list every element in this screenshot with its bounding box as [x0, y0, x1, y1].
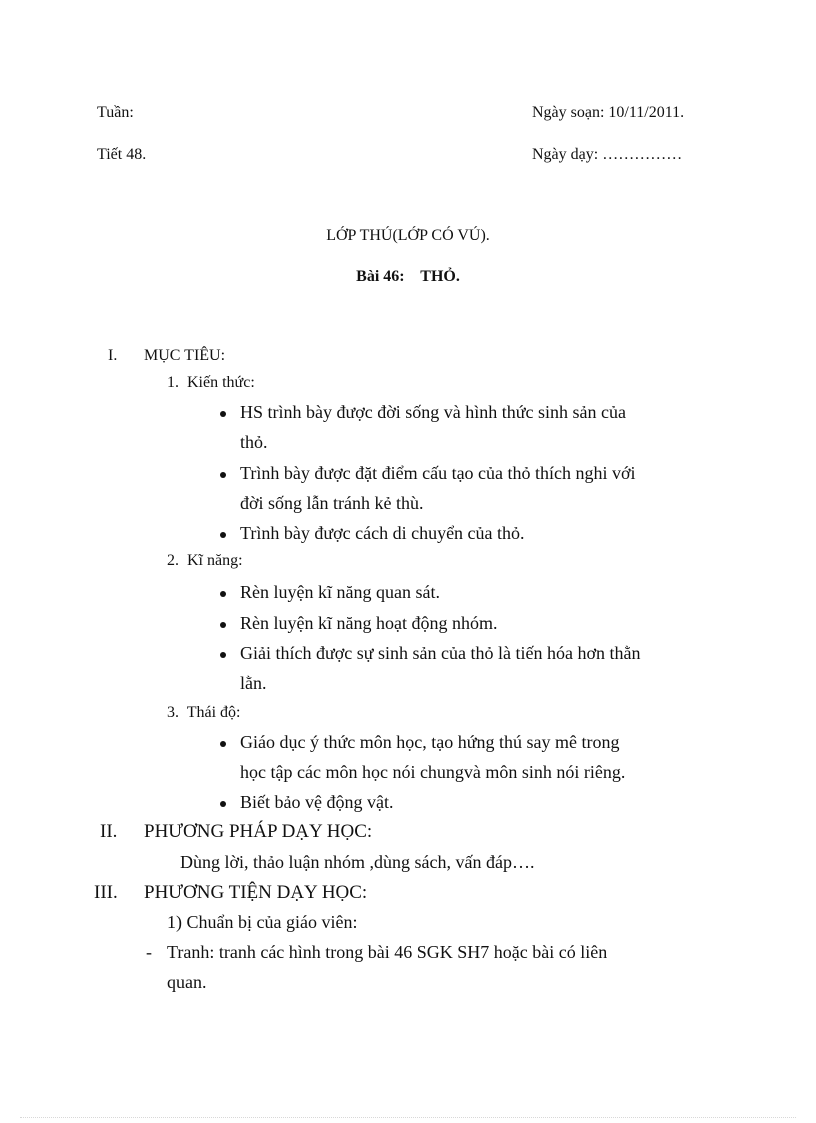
teach-date: Ngày dạy: …………… [532, 146, 683, 163]
knowledge-bullet-2: Trình bày được đặt điểm cấu tạo của thỏ thích nghi với [240, 463, 636, 483]
knowledge-bullet-1-cont: thỏ. [240, 432, 268, 452]
knowledge-bullet-1: HS trình bày được đời sống và hình thức sinh sản của [240, 402, 626, 422]
methods-text: Dùng lời, thảo luận nhóm ,dùng sách, vấn đáp…. [180, 852, 535, 872]
attitude-bullet-1: Giáo dục ý thức môn học, tạo hứng thú say mê trong [240, 732, 620, 752]
period-label: Tiết 48. [97, 146, 147, 163]
attitude-bullet-2: Biết bảo vệ động vật. [240, 792, 394, 812]
section-numeral-2: II. [100, 821, 118, 842]
week-label: Tuần: [97, 104, 134, 121]
skills-bullet-3-cont: lằn. [240, 673, 267, 693]
tools-heading: PHƯƠNG TIỆN DẠY HỌC: [144, 882, 368, 903]
knowledge-bullet-3: Trình bày được cách di chuyển của thỏ. [240, 523, 525, 543]
lesson-title: Bài 46: THỎ. [356, 268, 460, 285]
teacher-prep-label: 1) Chuẩn bị của giáo viên: [167, 912, 358, 932]
skills-bullet-1: Rèn luyện kĩ năng quan sát. [240, 582, 440, 602]
tools-item: Tranh: tranh các hình trong bài 46 SGK SH7 hoặc bài có liên [167, 942, 608, 962]
section-numeral-1: I. [108, 347, 118, 364]
attitude-label: 3. Thái độ: [167, 704, 241, 721]
knowledge-label: 1. Kiến thức: [167, 374, 255, 391]
skills-bullet-3: Giải thích được sự sinh sản của thỏ là tiến hóa hơn thằn [240, 643, 641, 663]
objectives-heading: MỤC TIÊU: [144, 347, 226, 364]
prep-date: Ngày soạn: 10/11/2011. [532, 104, 685, 121]
skills-label: 2. Kĩ năng: [167, 552, 243, 569]
page-bottom-divider [20, 1117, 796, 1118]
tools-item-cont: quan. [167, 972, 207, 992]
methods-heading: PHƯƠNG PHÁP DẠY HỌC: [144, 821, 373, 842]
attitude-bullet-1-cont: học tập các môn học nói chungvà môn sinh nói riêng. [240, 762, 626, 782]
section-numeral-3: III. [94, 882, 118, 903]
knowledge-bullet-2-cont: đời sống lẫn tránh kẻ thù. [240, 493, 424, 513]
tools-dash: - [146, 942, 152, 962]
chapter-title: LỚP THÚ(LỚP CÓ VÚ). [326, 227, 490, 244]
skills-bullet-2: Rèn luyện kĩ năng hoạt động nhóm. [240, 613, 498, 633]
